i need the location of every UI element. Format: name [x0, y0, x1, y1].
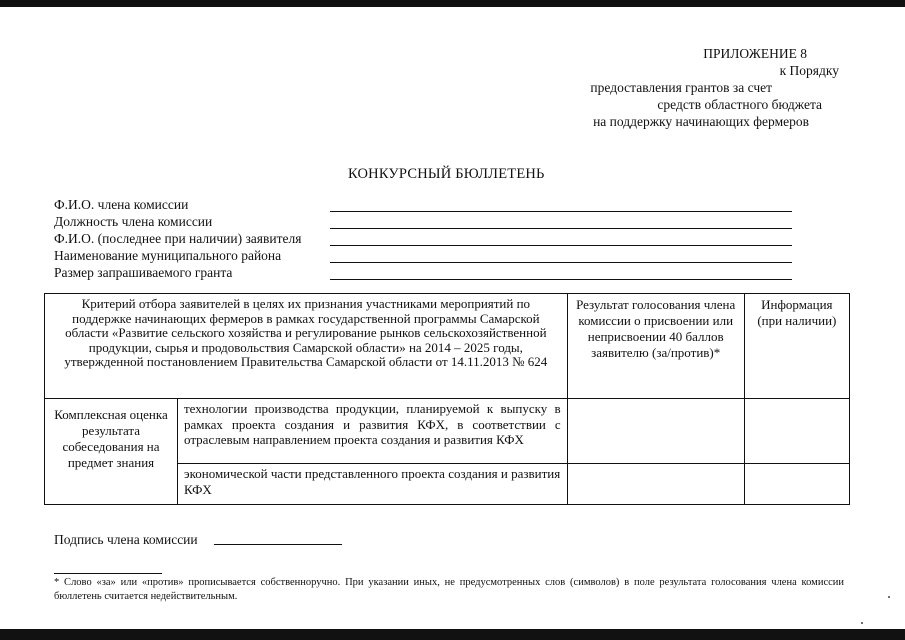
signature-line[interactable] — [214, 544, 342, 545]
table-header-row — [45, 294, 850, 399]
footnote-divider — [54, 573, 162, 574]
info-cell[interactable] — [744, 399, 849, 464]
field-applicant-name — [54, 231, 794, 248]
criterion-header: Критерий отбора заявителей в целях их признания участниками мероприятий по поддержке начинающих фермеров в рамках государственной программы Самарской области «Развитие сельского хозяйства и регулирование рынков сельскохозяйственной продукции, сырья и продовольствия Самарской области» на 2014 – 2025 годы, утвержденной постановлением Правительства Самарской области от 14.11.2013 № 624 — [45, 294, 568, 399]
field-member-position — [54, 214, 794, 231]
subcriterion-technology: технологии производства продукции, планируемой к выпуску в рамках проекта создания и развития КФХ, в соответствии с отраслевым направлением проекта создания и развития КФХ — [178, 399, 568, 464]
fill-in-line[interactable] — [330, 211, 792, 212]
field-district — [54, 248, 794, 265]
signature-label: Подпись члена комиссии — [54, 532, 198, 547]
subcriterion-economics: экономической части представленного проекта создания и развития КФХ — [178, 464, 568, 505]
appendix-block — [539, 45, 839, 130]
table-row — [45, 399, 850, 464]
vote-result-cell[interactable] — [567, 399, 744, 464]
info-header: Информация (при наличии) — [744, 294, 849, 399]
appendix-line: к Порядку — [779, 63, 839, 78]
field-member-name — [54, 197, 794, 214]
appendix-title: ПРИЛОЖЕНИЕ 8 — [703, 46, 807, 61]
fill-in-line[interactable] — [330, 245, 792, 246]
appendix-line: предоставления грантов за счет — [590, 80, 772, 95]
field-label: Размер запрашиваемого гранта — [54, 265, 233, 280]
field-label: Ф.И.О. (последнее при наличии) заявителя — [54, 231, 302, 246]
scan-speck — [861, 622, 863, 624]
fill-in-line[interactable] — [330, 228, 792, 229]
header-fields — [54, 197, 794, 282]
info-cell[interactable] — [744, 464, 849, 505]
scan-bottom-edge — [0, 629, 905, 640]
vote-result-cell[interactable] — [567, 464, 744, 505]
vote-result-header: Результат голосования члена комиссии о присвоении или неприсвоении 40 баллов заявителю (за/против)* — [567, 294, 744, 399]
criteria-table — [44, 293, 850, 505]
field-grant-size — [54, 265, 794, 282]
field-label: Должность члена комиссии — [54, 214, 213, 229]
document-title: КОНКУРСНЫЙ БЮЛЛЕТЕНЬ — [348, 166, 545, 182]
fill-in-line[interactable] — [330, 279, 792, 280]
appendix-line: средств областного бюджета — [657, 97, 822, 112]
footnote: * Слово «за» или «против» прописывается собственноручно. При указании иных, не предусмотренных слов (символов) в поле результата голосования члена комиссии бюллетень считается недействительным. — [54, 577, 844, 602]
fill-in-line[interactable] — [330, 262, 792, 263]
field-label: Ф.И.О. члена комиссии — [54, 197, 189, 212]
scan-top-edge — [0, 0, 905, 7]
evaluation-label: Комплексная оценка результата собеседования на предмет знания — [45, 399, 178, 505]
field-label: Наименование муниципального района — [54, 248, 282, 263]
scan-speck — [888, 596, 890, 598]
appendix-line: на поддержку начинающих фермеров — [593, 114, 809, 129]
